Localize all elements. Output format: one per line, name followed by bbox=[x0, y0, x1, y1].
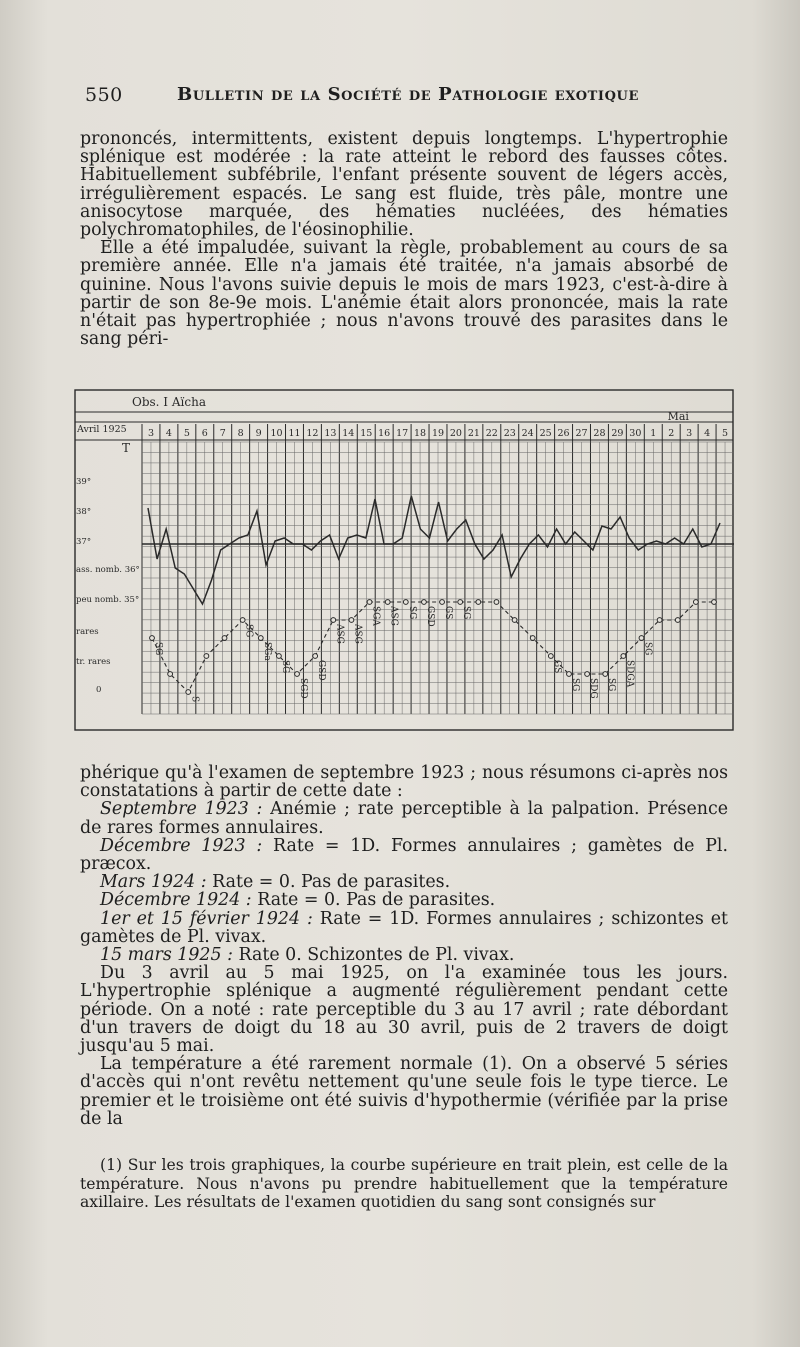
parasite-point bbox=[150, 636, 155, 641]
dated-entry bbox=[80, 946, 728, 964]
parasite-point bbox=[567, 672, 572, 677]
day-label: 12 bbox=[306, 428, 319, 439]
parasite-label: S bbox=[189, 696, 200, 703]
day-label: 28 bbox=[593, 428, 606, 439]
parasite-label: SG bbox=[153, 642, 163, 656]
entry-text: Rate = 1D. Formes annulaires ; gamètes de Pl. præcox. bbox=[80, 835, 729, 875]
y-label: 38° bbox=[76, 507, 92, 517]
parasite-label: GSD bbox=[424, 606, 435, 627]
paragraph: Elle a été impaludée, suivant la règle, probablement au cours de sa première année. Elle n'a jamais été traitée, n'a jamais absorbé de quinine. Nous l'avons suivie depuis le mois de mars 1923, c'est-à-dire à partir de son 8e-9e mois. L'anémie était alors prononcée, mais la rate n'était pas hypertrophiée ; nous n'avons trouvé des parasites dans le sang péri- bbox=[80, 238, 728, 350]
parasite-point bbox=[476, 600, 481, 605]
parasite-point bbox=[639, 636, 644, 641]
parasite-point bbox=[603, 672, 608, 677]
entry-date: 1er et 15 février 1924 : bbox=[100, 908, 313, 929]
parasite-label: SG bbox=[606, 678, 617, 692]
entries-list bbox=[80, 800, 728, 964]
parasite-label: ASG bbox=[352, 624, 363, 644]
page-header bbox=[85, 84, 725, 114]
day-label: 24 bbox=[521, 428, 534, 439]
parasite-label: SG bbox=[279, 660, 290, 674]
day-label: 30 bbox=[629, 428, 642, 439]
dated-entry bbox=[80, 910, 728, 946]
day-label: 3 bbox=[147, 428, 154, 439]
parasite-point bbox=[440, 600, 445, 605]
parasite-point bbox=[422, 600, 427, 605]
parasite-point bbox=[512, 618, 517, 623]
y-label: 37° bbox=[76, 537, 92, 547]
entry-text: Rate = 0. Pas de parasites. bbox=[251, 890, 496, 911]
entry-text: Rate 0. Schizontes de Pl. vivax. bbox=[232, 945, 515, 966]
day-label: 2 bbox=[668, 428, 675, 439]
parasite-point bbox=[657, 618, 662, 623]
day-label: 13 bbox=[324, 428, 337, 439]
parasite-point bbox=[494, 600, 499, 605]
chart-title: Obs. I Aïcha bbox=[132, 395, 206, 409]
day-label: 22 bbox=[485, 428, 498, 439]
day-label: 4 bbox=[704, 428, 711, 439]
parasite-point bbox=[349, 618, 354, 623]
parasite-point bbox=[403, 600, 408, 605]
day-label: 10 bbox=[270, 428, 283, 439]
parasite-point bbox=[693, 600, 698, 605]
parasite-point bbox=[331, 618, 336, 623]
entry-date: Septembre 1923 : bbox=[100, 799, 263, 820]
text-top bbox=[80, 130, 728, 348]
parasite-label: GSD bbox=[316, 660, 327, 681]
parasite-label: SDG bbox=[588, 678, 599, 699]
parasite-point bbox=[240, 618, 245, 623]
entry-text: Rate = 1D. Formes annulaires ; schizontes et gamètes de Pl. vivax. bbox=[80, 908, 728, 947]
footnote bbox=[80, 1156, 728, 1212]
paragraph: prononcés, intermittents, existent depuis longtemps. L'hypertrophie splénique est modérée : la rate atteint le rebord des fausses côtes. Habituellement subfébrile, l'enfant présente souvent de légers accès, irrégulièrement espacés. Le sang est fluide, très pâle, montre une anisocytose marquée, des hématies nucléées, des hématies polychromatophiles, de l'éosinophilie. bbox=[80, 129, 728, 241]
footnote-text: (1) Sur les trois graphiques, la courbe supérieure en trait plein, est celle de la température. Nous n'avons pu prendre habituellement que la température axillaire. Les résultats de l'examen quotidien du sang sont consignés sur bbox=[80, 1156, 728, 1211]
parasite-point bbox=[186, 690, 191, 695]
parasite-label: SGA bbox=[370, 606, 381, 626]
running-title: Bulletin de la Société de Pathologie exotique bbox=[177, 84, 639, 105]
day-label: 5 bbox=[183, 428, 190, 439]
day-label: 9 bbox=[255, 428, 262, 439]
day-label: 29 bbox=[611, 428, 624, 439]
parasite-label: GS bbox=[551, 660, 562, 674]
parasite-point bbox=[675, 618, 680, 623]
month-label-april: Avril 1925 bbox=[77, 424, 127, 435]
parasite-label: GS bbox=[443, 606, 454, 620]
day-label: 16 bbox=[378, 428, 391, 439]
text-bottom bbox=[80, 764, 728, 1128]
dated-entry bbox=[80, 891, 728, 909]
day-label: 11 bbox=[288, 428, 301, 439]
parasite-point bbox=[204, 654, 209, 659]
day-label: 21 bbox=[467, 428, 480, 439]
parasite-point bbox=[712, 600, 717, 605]
day-label: 1 bbox=[650, 428, 657, 439]
day-label: 6 bbox=[201, 428, 208, 439]
day-label: 7 bbox=[219, 428, 226, 439]
dated-entry bbox=[80, 837, 728, 873]
day-label: 17 bbox=[396, 428, 409, 439]
day-label: 19 bbox=[431, 428, 445, 439]
y-label: rares bbox=[76, 627, 99, 637]
entry-date: 15 mars 1925 : bbox=[100, 945, 233, 966]
parasite-point bbox=[258, 636, 263, 641]
page-number: 550 bbox=[85, 84, 123, 106]
parasite-point bbox=[168, 672, 173, 677]
parasite-label: ASG bbox=[334, 624, 345, 644]
entry-date: Décembre 1924 : bbox=[100, 890, 252, 911]
axis-t-label: T bbox=[122, 441, 131, 455]
day-label: 20 bbox=[449, 428, 462, 439]
y-label: 39° bbox=[76, 477, 92, 487]
parasite-point bbox=[222, 636, 227, 641]
parasite-point bbox=[313, 654, 318, 659]
day-label: 27 bbox=[575, 428, 588, 439]
parasite-label: SGD bbox=[298, 678, 309, 699]
parasite-point bbox=[367, 600, 372, 605]
dated-entry bbox=[80, 800, 728, 836]
paragraph: La température a été rarement normale (1). On a observé 5 séries d'accès qui n'ont revêtu nettement qu'une seule fois le type tierce. Le premier et le troisième ont été suivis d'hypothermie (vérifiée par la prise de la bbox=[80, 1054, 728, 1129]
y-label: ass. nomb. 36° bbox=[76, 565, 140, 575]
y-label: peu nomb. 35° bbox=[76, 595, 140, 605]
parasite-label: SG bbox=[461, 606, 472, 620]
parasite-point bbox=[385, 600, 390, 605]
y-label: 0 bbox=[96, 685, 102, 695]
day-label: 25 bbox=[539, 428, 552, 439]
dated-entry bbox=[80, 873, 728, 891]
day-label: 14 bbox=[342, 428, 355, 439]
parasite-point bbox=[548, 654, 553, 659]
y-label: tr. rares bbox=[76, 657, 111, 667]
day-label: 26 bbox=[557, 428, 570, 439]
parasite-point bbox=[458, 600, 463, 605]
day-label: 5 bbox=[722, 428, 729, 439]
day-label: 4 bbox=[165, 428, 172, 439]
parasite-label: SGa bbox=[261, 642, 272, 661]
month-label-may: Mai bbox=[667, 410, 689, 423]
parasite-label: SG bbox=[569, 678, 580, 692]
parasite-label: SDGA bbox=[624, 660, 635, 688]
day-label: 23 bbox=[503, 428, 516, 439]
entry-text: Rate = 0. Pas de parasites. bbox=[206, 872, 451, 893]
entry-text: Anémie ; rate perceptible à la palpation. Présence de rares formes annulaires. bbox=[80, 799, 728, 838]
paragraph: phérique qu'à l'examen de septembre 1923 ; nous résumons ci-après nos constatations à partir de cette date : bbox=[80, 763, 728, 802]
temperature-curve bbox=[148, 496, 720, 604]
parasite-point bbox=[585, 672, 590, 677]
parasite-label: SG bbox=[406, 606, 417, 620]
paragraph: Du 3 avril au 5 mai 1925, on l'a examinée tous les jours. L'hypertrophie splénique a augmenté régulièrement pendant cette période. On a noté : rate perceptible du 3 au 17 avril ; rate débordant d'un travers de doigt du 18 au 30 avril, puis de 2 travers de doigt jusqu'au 5 mai. bbox=[80, 963, 728, 1057]
chart-svg bbox=[72, 384, 736, 736]
parasite-point bbox=[277, 654, 282, 659]
parasite-point bbox=[295, 672, 300, 677]
parasite-label: SG bbox=[243, 624, 254, 638]
parasite-label: ASG bbox=[388, 606, 399, 626]
day-label: 3 bbox=[686, 428, 693, 439]
day-label: 8 bbox=[237, 428, 244, 439]
temperature-chart bbox=[72, 384, 736, 736]
day-label: 18 bbox=[414, 428, 427, 439]
parasite-label: SG bbox=[642, 642, 653, 656]
day-label: 15 bbox=[360, 428, 373, 439]
parasite-point bbox=[621, 654, 626, 659]
entry-date: Mars 1924 : bbox=[100, 872, 207, 893]
parasite-point bbox=[530, 636, 535, 641]
entry-date: Décembre 1923 : bbox=[100, 835, 263, 856]
